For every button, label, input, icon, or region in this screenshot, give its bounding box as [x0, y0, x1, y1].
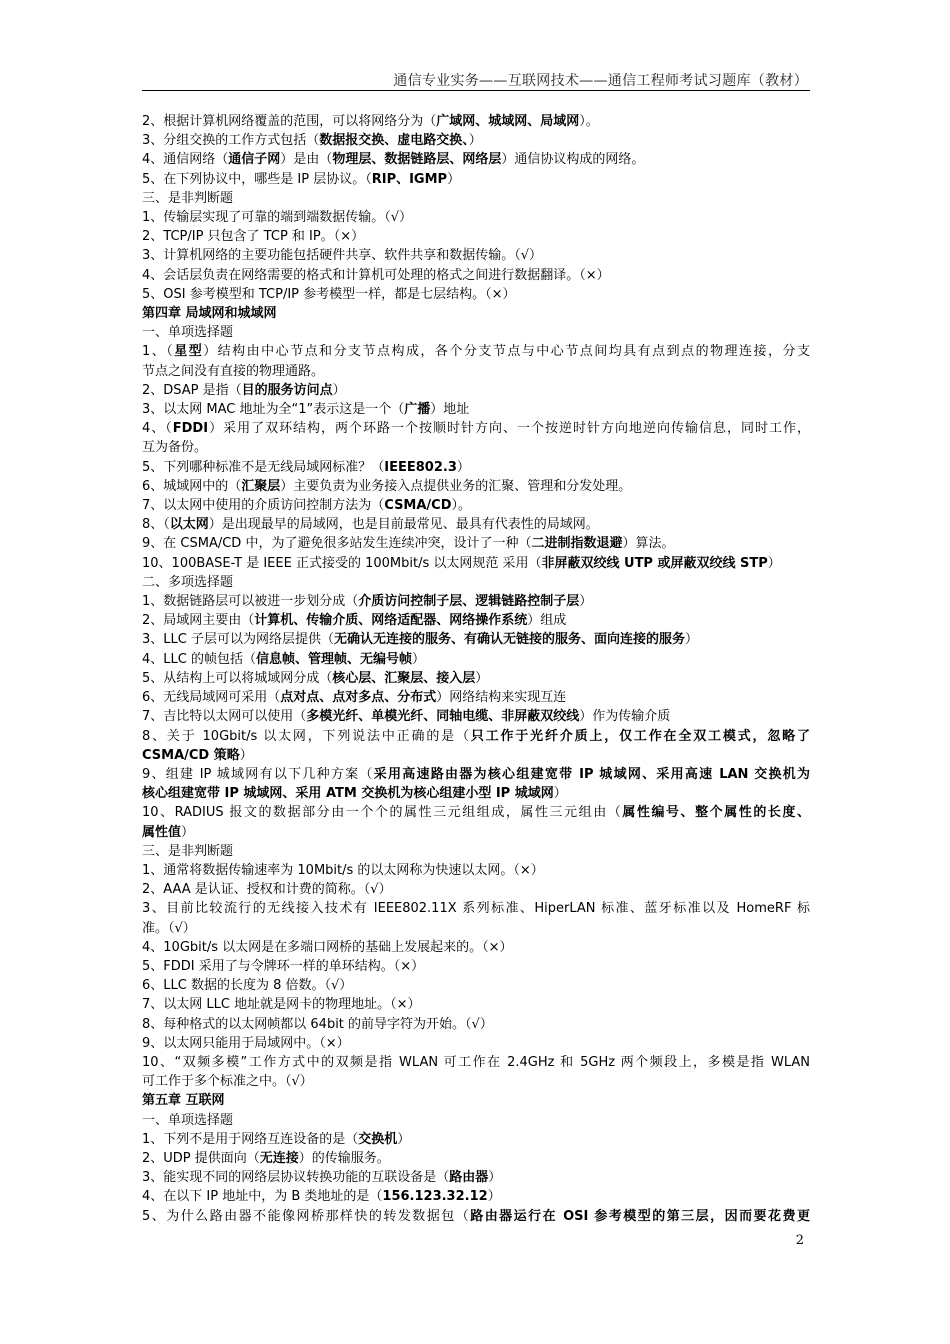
question-text: ）。	[579, 114, 599, 129]
text-line	[142, 1053, 810, 1072]
question-text: ）	[488, 1170, 502, 1186]
text-line	[142, 227, 810, 246]
answer-text: 交换机	[358, 1131, 398, 1147]
question-text: 准。（√）	[142, 920, 196, 936]
text-line	[142, 477, 810, 496]
text-line	[142, 1130, 810, 1149]
text-line	[142, 899, 810, 918]
answer-text: 属性编号、整个属性的长度、	[622, 805, 810, 821]
text-line	[142, 362, 810, 381]
text-line	[142, 112, 810, 131]
text-line	[142, 554, 810, 573]
text-line	[142, 823, 810, 842]
answer-text: 点对点、点对多点、分布式	[280, 690, 437, 706]
question-text: ）网络结构来实现互连	[436, 690, 567, 706]
question-text: ）是由（	[280, 152, 333, 168]
text-line	[142, 150, 810, 169]
answer-text: RIP、IGMP	[371, 171, 448, 187]
question-text: 5、从结构上可以将城域网分成（	[142, 670, 333, 686]
text-line	[142, 170, 810, 189]
question-text: ）	[332, 382, 346, 398]
question-text: 2、根据计算机网络覆盖的范围，可以将网络分为（	[142, 114, 437, 129]
question-text: 8、（	[142, 517, 170, 533]
text-line	[142, 1072, 810, 1091]
text-line	[142, 938, 810, 957]
question-text: ）的传输服务。	[298, 1150, 390, 1166]
answer-text: 计算机、传输介质、网络适配器、网络操作系统	[254, 613, 528, 629]
question-text: 10、“双频多模”工作方式中的双频是指 WLAN 可工作在 2.4GHz 和 5GHz 两个频段上，多模是指 WLAN	[142, 1054, 810, 1070]
text-line	[142, 381, 810, 400]
text-line	[142, 266, 810, 285]
text-line	[142, 458, 810, 477]
text-line	[142, 995, 810, 1014]
text-line	[142, 803, 810, 822]
question-text: 可工作于多个标准之中。（√）	[142, 1074, 313, 1090]
question-text: ）作为传输介质	[579, 709, 671, 725]
text-line	[142, 746, 810, 765]
text-line	[142, 246, 810, 265]
answer-text: 物理层、数据链路层、网络层	[332, 152, 502, 168]
answer-text: 路由器	[449, 1170, 489, 1186]
answer-text: 核心层、汇聚层、接入层	[332, 670, 476, 686]
answer-text: 属性值	[142, 824, 182, 840]
answer-text: 以太网	[169, 517, 209, 533]
text-line	[142, 861, 810, 880]
answer-text: 核心组建宽带 IP 城域网、采用 ATM 交换机为核心组建小型 IP 城域网	[142, 786, 554, 802]
question-text: 7、以太网 LLC 地址就是网卡的物理地址。（×）	[142, 997, 421, 1013]
question-text: 7、以太网中使用的介质访问控制方法为（	[142, 498, 385, 514]
question-text: 4、10Gbit/s 以太网是在多端口网桥的基础上发展起来的。（×）	[142, 939, 513, 955]
question-text: 5、在下列协议中，哪些是 IP 层协议。（	[142, 171, 372, 187]
question-text: ）	[468, 133, 482, 149]
question-text: 2、DSAP 是指（	[142, 382, 242, 398]
question-text: 4、（	[142, 421, 173, 437]
answer-text: 二进制指数退避	[531, 536, 623, 552]
answer-text: 介质访问控制子层、逻辑链路控制子层	[358, 594, 580, 610]
text-line	[142, 1168, 810, 1187]
text-line	[142, 707, 810, 726]
question-text: 1、下列不是用于网络互连设备的是（	[142, 1131, 359, 1147]
text-line	[142, 438, 810, 457]
answer-text: 通信子网	[228, 152, 281, 168]
answer-text: 广域网、城域网、局域网	[436, 114, 580, 129]
question-text: 互为备份。	[142, 440, 208, 456]
answer-text: 星型	[174, 344, 204, 360]
text-line	[142, 400, 810, 419]
answer-text: CSMA/CD	[384, 498, 452, 514]
question-text: ）是出现最早的局域网，也是目前最常见、最具有代表性的局域网。	[208, 517, 599, 533]
question-text: 三、是非判断题	[142, 190, 234, 206]
question-text: 三、是非判断题	[142, 843, 234, 859]
text-line	[142, 1149, 810, 1168]
answer-text: 非屏蔽双绞线 UTP 或屏蔽双绞线 STP	[541, 555, 768, 571]
question-text: 3、LLC 子层可以为网络层提供（	[142, 632, 334, 648]
question-text: ）	[181, 824, 195, 840]
page-header: 通信专业实务——互联网技术——通信工程师考试习题库（教材）	[393, 73, 808, 89]
text-line	[142, 669, 810, 688]
question-text: 节点之间没有直接的物理通路。	[142, 363, 325, 379]
question-text: 9、以太网只能用于局域网中。（×）	[142, 1035, 350, 1051]
question-text: 3、以太网 MAC 地址为全“1”表示这是一个（	[142, 402, 405, 418]
text-line	[142, 727, 810, 746]
answer-text: 汇聚层	[241, 478, 281, 494]
text-line	[142, 515, 810, 534]
question-text: ）采用了双环结构，两个环路一个按顺时针方向、一个按逆时针方向地逆向传输信息，同时工作，	[208, 421, 810, 437]
text-line	[142, 919, 810, 938]
text-line	[142, 342, 810, 361]
answer-text: 采用高速路由器为核心组建宽带 IP 城域网、采用高速 LAN 交换机为	[373, 766, 810, 782]
answer-text: IEEE802.3	[384, 459, 457, 475]
text-line	[142, 880, 810, 899]
page-number: 2	[795, 1233, 804, 1248]
answer-text: 156.123.32.12	[382, 1189, 488, 1205]
question-text: ）。	[451, 498, 472, 514]
answer-text: 广播	[404, 402, 431, 418]
question-text: 8、每种格式的以太网帧都以 64bit 的前导字符为开始。（√）	[142, 1016, 493, 1032]
question-text: 3、能实现不同的网络层协议转换功能的互联设备是（	[142, 1170, 450, 1186]
text-line	[142, 957, 810, 976]
answer-text: 路由器运行在 OSI 参考模型的第三层，因而要花费更	[470, 1208, 810, 1224]
header-rule	[142, 90, 810, 91]
text-line	[142, 189, 810, 208]
text-line	[142, 1207, 810, 1226]
question-text: 1、通常将数据传输速率为 10Mbit/s 的以太网称为快速以太网。（×）	[142, 862, 544, 878]
question-text: 5、下列哪种标准不是无线局域网标准？（	[142, 459, 385, 475]
question-text: 3、目前比较流行的无线接入技术有 IEEE802.11X 系列标准、HiperLAN 标准、蓝牙标准以及 HomeRF 标	[142, 901, 810, 917]
answer-text: 信息帧、管理帧、无编号帧	[255, 651, 412, 667]
question-text: 二、多项选择题	[142, 574, 234, 590]
text-line	[142, 592, 810, 611]
question-text: 3、分组交换的工作方式包括（	[142, 133, 320, 149]
question-text: 一、单项选择题	[142, 1112, 234, 1128]
question-text: ）结构由中心节点和分支节点构成，各个分支节点与中心节点间均具有点到点的物理连接，分支	[203, 344, 810, 360]
question-text: 4、在以下 IP 地址中，为 B 类地址的是（	[142, 1189, 383, 1205]
question-text: 4、LLC 的帧包括（	[142, 651, 256, 667]
text-line	[142, 419, 810, 438]
question-text: 9、在 CSMA/CD 中，为了避免很多站发生连续冲突，设计了一种（	[142, 536, 532, 552]
text-line	[142, 323, 810, 342]
question-text: ）	[475, 670, 489, 686]
text-line	[142, 1187, 810, 1206]
question-text: 1、传输层实现了可靠的端到端数据传输。（√）	[142, 210, 413, 226]
text-line	[142, 1111, 810, 1130]
question-text: 3、计算机网络的主要功能包括硬件共享、软件共享和数据传输。（√）	[142, 248, 543, 264]
question-text: ）算法。	[622, 536, 675, 552]
question-text: ）	[579, 594, 593, 610]
answer-text: FDDI	[172, 421, 209, 437]
answer-text: 只工作于光纤介质上，仅工作在全双工模式，忽略了	[470, 728, 810, 744]
question-text: ）组成	[527, 613, 567, 629]
text-line	[142, 630, 810, 649]
text-line	[142, 784, 810, 803]
question-text: 6、城域网中的（	[142, 478, 242, 494]
question-text: ）	[487, 1189, 501, 1205]
chapter-heading	[142, 304, 810, 323]
question-text: ）	[767, 555, 781, 571]
question-text: 2、TCP/IP 只包含了 TCP 和 IP。（×）	[142, 229, 365, 245]
answer-text: 多模光纤、单模光纤、同轴电缆、非屏蔽双绞线	[306, 709, 580, 725]
text-line	[142, 573, 810, 592]
text-line	[142, 688, 810, 707]
question-text: 10、RADIUS 报文的数据部分由一个个的属性三元组组成，属性三元组由（	[142, 805, 623, 821]
question-text: 1、数据链路层可以被进一步划分成（	[142, 594, 359, 610]
question-text: 5、为什么路由器不能像网桥那样快的转发数据包（	[142, 1208, 471, 1224]
text-line	[142, 534, 810, 553]
answer-text: 第四章 局域网和城域网	[142, 306, 277, 322]
text-line	[142, 976, 810, 995]
question-text: ）地址	[430, 402, 470, 418]
question-text: 一、单项选择题	[142, 325, 234, 341]
question-text: 2、UDP 提供面向（	[142, 1150, 260, 1166]
text-line	[142, 496, 810, 515]
question-text: 8、关于 10Gbit/s 以太网，下列说法中正确的是（	[142, 728, 471, 744]
answer-text: 目的服务访问点	[241, 382, 333, 398]
question-text: 6、LLC 数据的长度为 8 倍数。（√）	[142, 978, 353, 994]
question-text: 5、OSI 参考模型和 TCP/IP 参考模型一样，都是七层结构。（×）	[142, 286, 516, 302]
answer-text: CSMA/CD 策略	[142, 747, 240, 763]
answer-text: 第五章 互联网	[142, 1093, 225, 1109]
question-text: ）	[456, 459, 470, 475]
question-text: ）通信协议构成的网络。	[501, 152, 645, 168]
question-text: ）	[411, 651, 425, 667]
answer-text: 无连接	[259, 1150, 299, 1166]
question-text: 7、吉比特以太网可以使用（	[142, 709, 307, 725]
question-text: 2、AAA 是认证、授权和计费的简称。（√）	[142, 882, 392, 898]
question-text: ）	[239, 747, 253, 763]
text-line	[142, 208, 810, 227]
text-line	[142, 1015, 810, 1034]
question-text: 2、局域网主要由（	[142, 613, 255, 629]
question-text: ）	[553, 786, 567, 802]
answer-text: 数据报交换、虚电路交换、	[319, 133, 469, 149]
text-line	[142, 611, 810, 630]
text-line	[142, 1034, 810, 1053]
text-line	[142, 765, 810, 784]
text-line	[142, 650, 810, 669]
text-line	[142, 131, 810, 150]
answer-text: 无确认无连接的服务、有确认无链接的服务、面向连接的服务	[333, 632, 685, 648]
question-text: 4、通信网络（	[142, 152, 229, 168]
chapter-heading	[142, 1091, 810, 1110]
question-text: ）主要负责为业务接入点提供业务的汇聚、管理和分发处理。	[280, 478, 632, 494]
question-text: 9、组建 IP 城域网有以下几种方案（	[142, 766, 374, 782]
question-text: 4、会话层负责在网络需要的格式和计算机可处理的格式之间进行数据翻译。（×）	[142, 267, 610, 283]
question-text: 10、100BASE-T 是 IEEE 正式接受的 100Mbit/s 以太网规范 采用（	[142, 555, 542, 571]
question-text: ）	[397, 1131, 411, 1147]
question-text: ）	[684, 632, 698, 648]
question-text: ）	[447, 171, 461, 187]
question-text: 5、FDDI 采用了与令牌环一样的单环结构。（×）	[142, 958, 425, 974]
text-line	[142, 842, 810, 861]
question-text: 6、无线局域网可采用（	[142, 690, 281, 706]
question-text: 1、（	[142, 344, 175, 360]
page-body	[142, 112, 810, 1226]
text-line	[142, 285, 810, 304]
